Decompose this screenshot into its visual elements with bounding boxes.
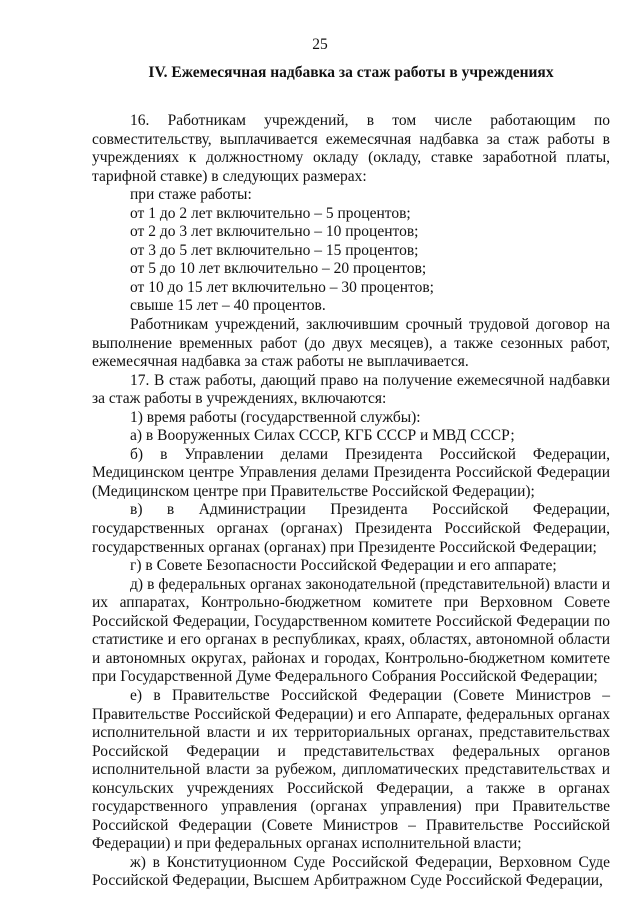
section-title: IV. Ежемесячная надбавка за стаж работы в учреждениях	[148, 64, 554, 81]
page-number: 25	[312, 36, 328, 53]
paragraph-17-item-zh: ж) в Конституционном Суде Российской Федерации, Верховном Суде Российской Федерации, Высшем Арбитражном Суде Российской Федерации,	[92, 853, 610, 890]
paragraph-16-intro: 16. Работникам учреждений, в том числе работающим по совместительству, выплачивается ежемесячная надбавка за стаж работы в учреждениях к должностному окладу (окладу, ставке заработной платы, тарифной ставке) в следующих размерах:	[92, 112, 610, 185]
paragraph-16-seasonal: Работникам учреждений, заключившим срочный трудовой договор на выполнение временных работ (до двух месяцев), а также сезонных работ, ежемесячная надбавка за стаж работы не выплачивается.	[92, 316, 610, 371]
paragraph-17-intro: 17. В стаж работы, дающий право на получение ежемесячной надбавки за стаж работы в учреждениях, включаются:	[92, 371, 610, 408]
paragraph-17-item-v: в) в Администрации Президента Российской Федерации, государственных органах (органах) Президента Российской Федерации, государственных органах (органах) при Президенте Российской Федерации;	[92, 501, 610, 556]
paragraph-17-item-g: г) в Совете Безопасности Российской Федерации и его аппарате;	[130, 557, 557, 575]
paragraph-17-item-d: д) в федеральных органах законодательной (представительной) власти и их аппаратах, Контрольно-бюджетном комитете при Верховном Совете Российской Федерации, Государственном комитете Российской Федерации по статистике и его органах в республиках, краях, областях, автономной области и автономных округах, районах и городах, Контрольно-бюджетном комитете при Государственной Думе Федерального Собрания Российской Федерации;	[92, 575, 610, 686]
paragraph-17-item-b: б) в Управлении делами Президента Российской Федерации, Медицинском центре Управления делами Президента Российской Федерации (Медицинском центре при Правительстве Российской Федерации);	[92, 445, 610, 500]
paragraph-17-item-1: 1) время работы (государственной службы):	[130, 408, 421, 426]
seniority-rate-item: от 1 до 2 лет включительно – 5 процентов;	[130, 204, 411, 222]
document-body	[92, 112, 610, 891]
paragraph-16-lead: при стаже работы:	[130, 186, 252, 204]
seniority-rate-item: от 10 до 15 лет включительно – 30 процентов;	[130, 278, 434, 296]
paragraph-17-item-a: а) в Вооруженных Силах СССР, КГБ СССР и МВД СССР;	[130, 427, 515, 445]
seniority-rate-item: от 5 до 10 лет включительно – 20 процентов;	[130, 260, 427, 278]
seniority-rate-item: свыше 15 лет – 40 процентов.	[130, 297, 326, 315]
seniority-rate-item: от 2 до 3 лет включительно – 10 процентов;	[130, 223, 419, 241]
seniority-rate-item: от 3 до 5 лет включительно – 15 процентов;	[130, 241, 419, 259]
paragraph-17-item-e: е) в Правительстве Российской Федерации (Совете Министров – Правительстве Российской Федерации) и его Аппарате, федеральных органах исполнительной власти и их территориальных органах, представительствах Российской Федерации и представительствах федеральных органов исполнительной власти за рубежом, дипломатических представительствах и консульских учреждениях Российской Федерации, а также в органах государственного управления (органах управления) при Правительстве Российской Федерации (Совете Министров – Правительстве Российской Федерации) и при федеральных органах исполнительной власти;	[92, 686, 610, 853]
